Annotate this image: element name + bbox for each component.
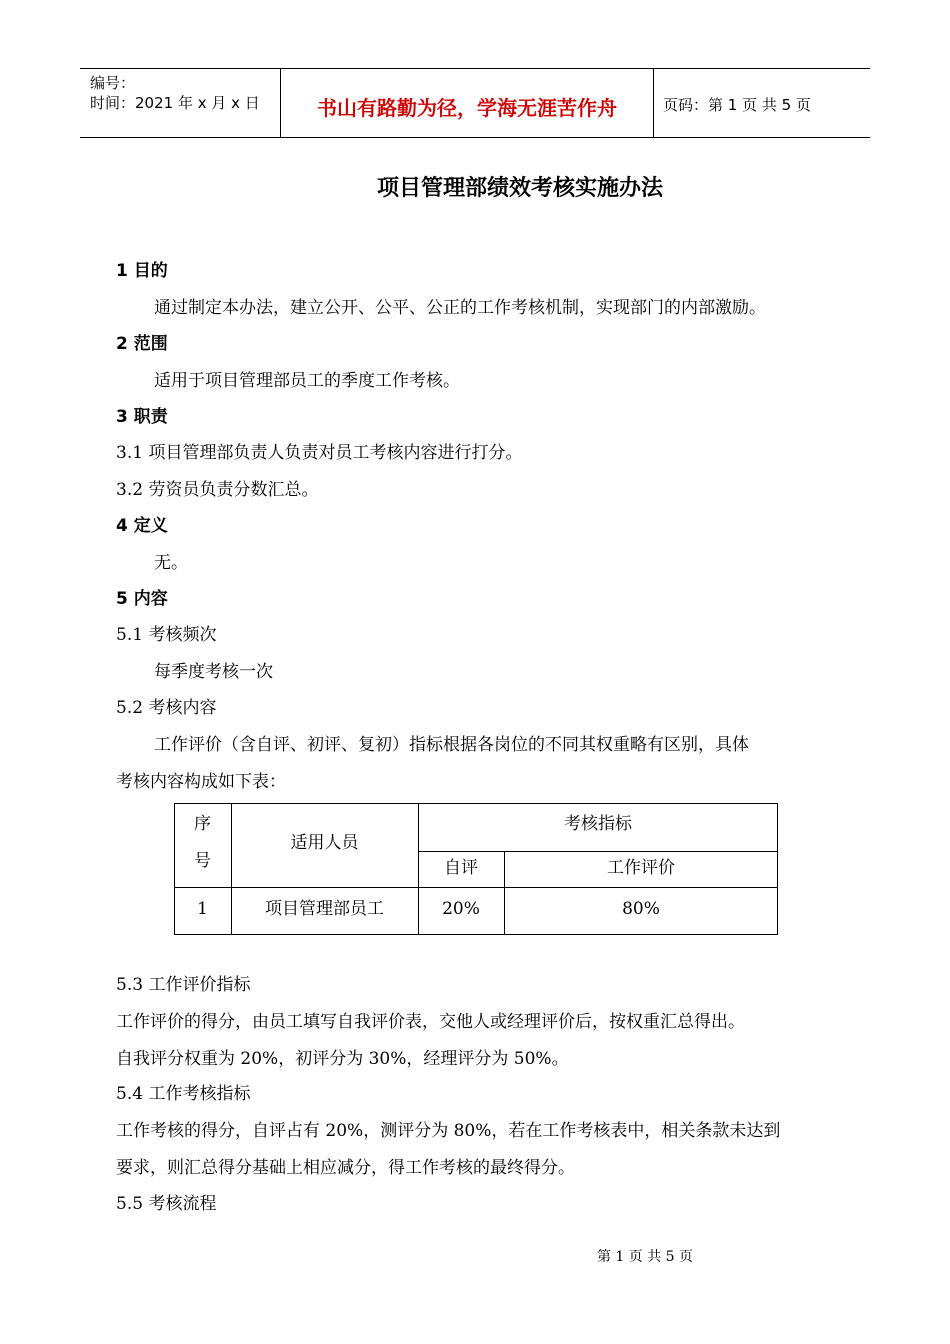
- section-5-heading: 5 内容: [116, 589, 168, 609]
- page-footer: 第 1 页 共 5 页: [596, 1249, 694, 1265]
- section-5-3-line1: 工作评价的得分，由员工填写自我评价表，交他人或经理评价后，按权重汇总得出。: [116, 1012, 745, 1032]
- table-cell-work: 80%: [622, 899, 660, 919]
- section-5-5-heading: 5.5 考核流程: [116, 1194, 217, 1214]
- section-5-2-body-line1: 工作评价（含自评、初评、复初）指标根据各岗位的不同其权重略有区别，具体: [154, 735, 749, 755]
- table-cell-person: 项目管理部员工: [265, 899, 384, 919]
- section-4-heading: 4 定义: [116, 516, 168, 536]
- assessment-table: [174, 803, 778, 935]
- header-motto-cell: [281, 69, 654, 137]
- header-motto: 书山有路勤为径，学海无涯苦作舟: [317, 96, 617, 120]
- section-4-body: 无。: [154, 553, 188, 573]
- document-title: 项目管理部绩效考核实施办法: [376, 176, 663, 201]
- header-page-cell: [654, 69, 870, 137]
- table-subheader-self: 自评: [444, 858, 478, 878]
- section-5-2-body-line2: 考核内容构成如下表：: [116, 772, 286, 792]
- header-meta-cell: [80, 69, 281, 137]
- section-5-3-heading: 5.3 工作评价指标: [116, 975, 251, 995]
- section-1-body: 通过制定本办法，建立公开、公平、公正的工作考核机制，实现部门的内部激励。: [154, 298, 766, 318]
- section-5-3-line2: 自我评分权重为 20%，初评分为 30%，经理评分为 50%。: [116, 1049, 569, 1069]
- section-1-heading: 1 目的: [116, 261, 168, 281]
- section-2-body: 适用于项目管理部员工的季度工作考核。: [154, 371, 460, 391]
- table-header-seq-line2: 号: [194, 851, 211, 871]
- section-5-1-heading: 5.1 考核频次: [116, 625, 217, 645]
- section-5-4-heading: 5.4 工作考核指标: [116, 1084, 251, 1104]
- document-header: [80, 68, 870, 138]
- table-subheader-work: 工作评价: [607, 858, 675, 878]
- section-3-heading: 3 职责: [116, 407, 168, 427]
- table-cell-seq: 1: [197, 899, 208, 919]
- section-3-2: 3.2 劳资员负责分数汇总。: [116, 480, 319, 500]
- section-5-2-heading: 5.2 考核内容: [116, 698, 217, 718]
- section-3-1: 3.1 项目管理部负责人负责对员工考核内容进行打分。: [116, 443, 523, 463]
- header-page-info: 页码：第 1 页 共 5 页: [663, 96, 811, 114]
- table-header-indicator: 考核指标: [564, 814, 632, 834]
- section-5-4-line1: 工作考核的得分，自评占有 20%，测评分为 80%，若在工作考核表中，相关条款未达到: [116, 1121, 781, 1141]
- document-number-label: 编号：: [90, 74, 136, 92]
- table-cell-self: 20%: [442, 899, 480, 919]
- section-5-4-line2: 要求，则汇总得分基础上相应减分，得工作考核的最终得分。: [116, 1158, 575, 1178]
- section-2-heading: 2 范围: [116, 334, 168, 354]
- document-date: 时间：2021 年 x 月 x 日: [90, 94, 260, 112]
- section-5-1-body: 每季度考核一次: [154, 662, 273, 682]
- table-header-person: 适用人员: [290, 833, 359, 853]
- table-header-seq-line1: 序: [194, 814, 211, 834]
